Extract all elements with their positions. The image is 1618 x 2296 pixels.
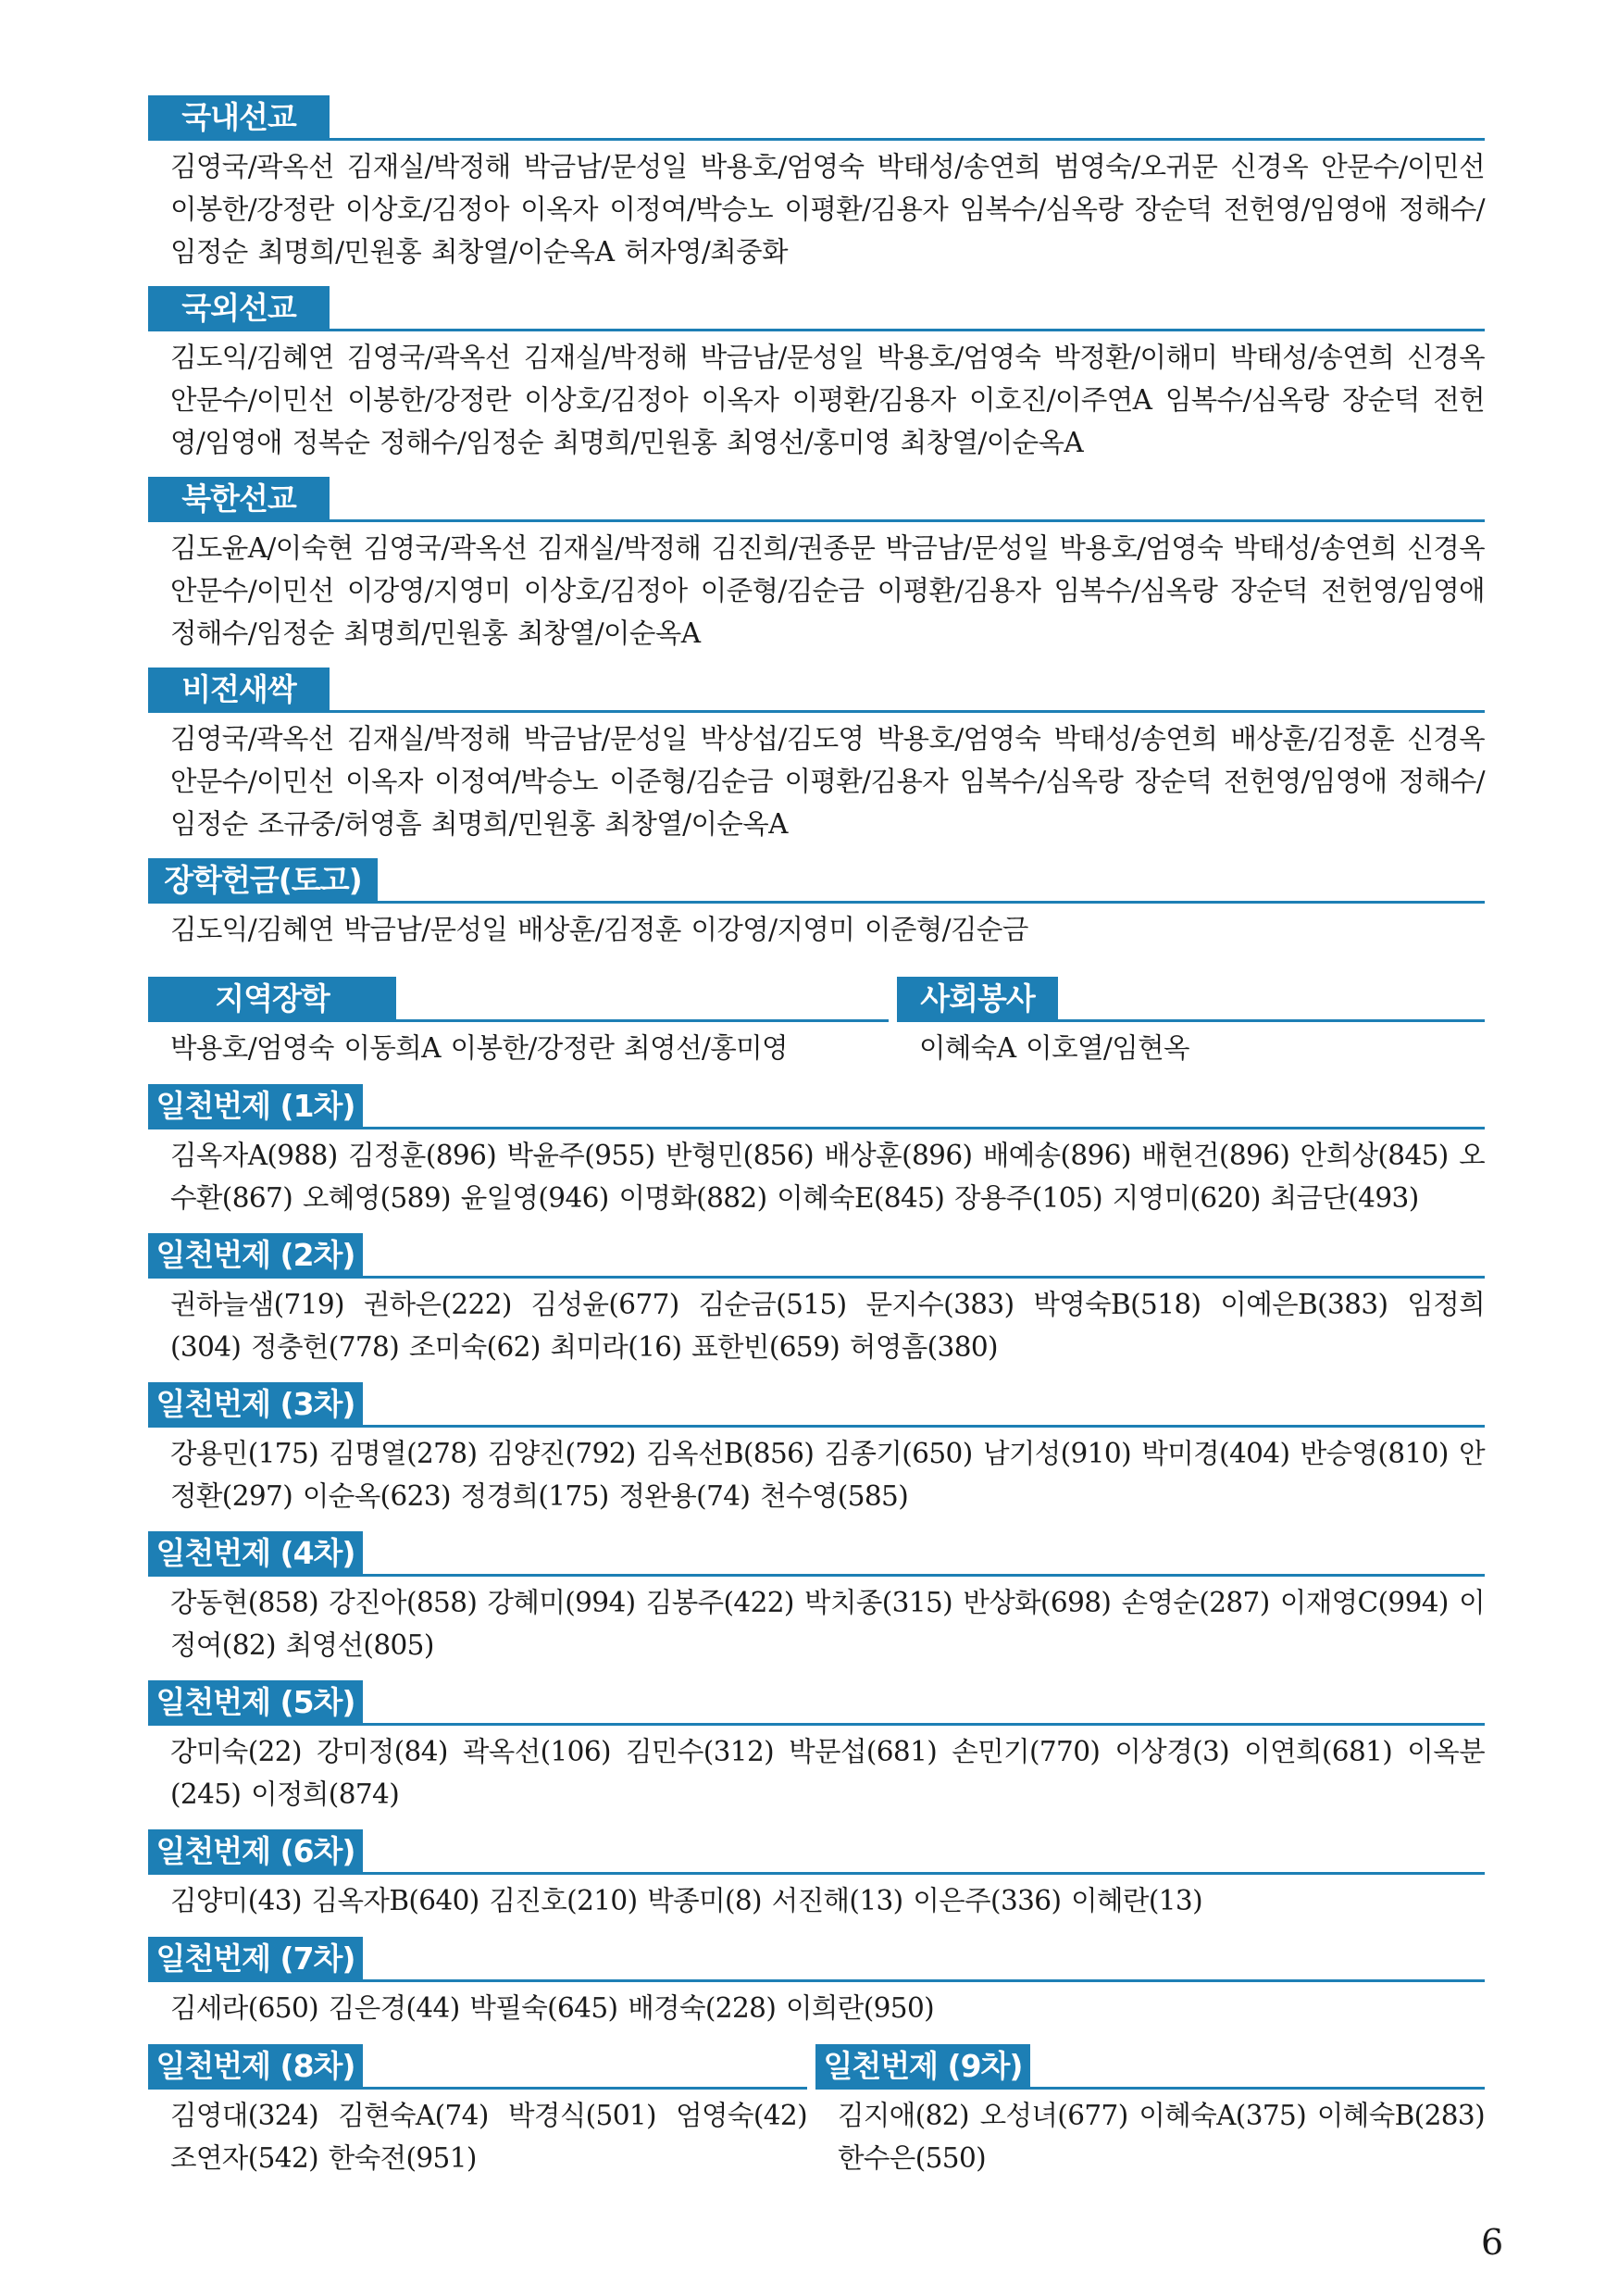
section-title: 일천번제 (3차) bbox=[148, 1382, 363, 1427]
section-body: 김옥자A(988) 김정훈(896) 박윤주(955) 반형민(856) 배상훈(896) 배예송(896) 배현건(896) 안희상(845) 오수환(867) 오혜영(589) 윤일영(946) 이명화(882) 이혜숙E(845) 장용주(105) 지영미(620) 최금단(493) bbox=[170, 1140, 1485, 1214]
section-rule bbox=[815, 2087, 1485, 2090]
section-body: 김영대(324) 김현숙A(74) 박경식(501) 엄영숙(42) 조연자(542) 한숙전(951) bbox=[170, 2100, 807, 2174]
section-social-service bbox=[897, 977, 1485, 1069]
section-rule bbox=[148, 1574, 1485, 1577]
section-rule bbox=[148, 710, 1485, 713]
section-title: 일천번제 (2차) bbox=[148, 1233, 363, 1278]
section-body: 박용호/엄영숙 이동희A 이봉한/강정란 최영선/홍미영 bbox=[170, 1032, 788, 1064]
section-title: 일천번제 (8차) bbox=[148, 2044, 363, 2089]
section-overseas-mission bbox=[148, 286, 1485, 464]
section-rule bbox=[148, 519, 1485, 522]
section-title: 북한선교 bbox=[148, 477, 330, 521]
section-body: 강미숙(22) 강미정(84) 곽옥선(106) 김민수(312) 박문섭(681) 손민기(770) 이상경(3) 이연희(681) 이옥분(245) 이정희(874) bbox=[170, 1736, 1485, 1810]
section-body: 김양미(43) 김옥자B(640) 김진호(210) 박종미(8) 서진해(13) 이은주(336) 이혜란(13) bbox=[170, 1885, 1203, 1916]
section-body: 강동현(858) 강진아(858) 강혜미(994) 김봉주(422) 박치종(315) 반상화(698) 손영순(287) 이재영C(994) 이정여(82) 최영선(805) bbox=[170, 1587, 1485, 1661]
section-body: 김도윤A/이숙현 김영국/곽옥선 김재실/박정해 김진희/권종문 박금남/문성일 박용호/엄영숙 박태성/송연희 신경옥 안문수/이민선 이강영/지영미 이상호/김정아 이준형/김순금 이평환/김용자 임복수/심옥랑 장순덕 전헌영/임영애 정해수/임정순 최명희/민원홍 최창열/이순옥A bbox=[170, 532, 1485, 649]
section-body: 권하늘샘(719) 권하은(222) 김성윤(677) 김순금(515) 문지수(383) 박영숙B(518) 이예은B(383) 임정희(304) 정충헌(778) 조미숙(62) 최미라(16) 표한빈(659) 허영흠(380) bbox=[170, 1289, 1485, 1363]
section-title: 일천번제 (9차) bbox=[815, 2044, 1030, 2089]
section-title: 일천번제 (5차) bbox=[148, 1680, 363, 1725]
section-rule bbox=[148, 1276, 1485, 1279]
section-rule bbox=[148, 1723, 1485, 1726]
section-title: 일천번제 (1차) bbox=[148, 1084, 363, 1129]
section-offering-5 bbox=[148, 1680, 1485, 1816]
section-scholarship-togo bbox=[148, 858, 1485, 951]
section-rule bbox=[897, 1019, 1485, 1022]
section-offering-8 bbox=[148, 2044, 807, 2179]
section-title: 장학헌금(토고) bbox=[148, 858, 378, 903]
section-title: 비전새싹 bbox=[148, 668, 330, 712]
section-rule bbox=[148, 1872, 1485, 1875]
section-offering-6 bbox=[148, 1829, 1485, 1922]
section-rule bbox=[148, 1127, 1485, 1129]
page-number: 6 bbox=[1481, 2222, 1504, 2263]
section-offering-1 bbox=[148, 1084, 1485, 1219]
section-north-korea-mission bbox=[148, 477, 1485, 655]
section-rule bbox=[148, 329, 1485, 331]
section-rule bbox=[148, 1979, 1485, 1982]
section-rule bbox=[148, 901, 1485, 904]
section-offering-4 bbox=[148, 1531, 1485, 1666]
section-body: 김영국/곽옥선 김재실/박정해 박금남/문성일 박용호/엄영숙 박태성/송연희 범영숙/오귀문 신경옥 안문수/이민선 이봉한/강정란 이상호/김정아 이옥자 이정여/박승노 이평환/김용자 임복수/심옥랑 장순덕 전헌영/임영애 정해수/임정순 최명희/민원홍 최창열/이순옥A 허자영/최중화 bbox=[170, 151, 1485, 268]
section-title: 지역장학 bbox=[148, 977, 396, 1021]
section-title: 사회봉사 bbox=[897, 977, 1058, 1021]
section-title: 국외선교 bbox=[148, 286, 330, 331]
section-rule bbox=[148, 1019, 889, 1022]
section-body: 김지애(82) 오성녀(677) 이혜숙A(375) 이혜숙B(283) 한수은(550) bbox=[838, 2100, 1485, 2174]
section-rule bbox=[148, 2087, 807, 2090]
section-offering-3 bbox=[148, 1382, 1485, 1517]
section-regional-scholarship bbox=[148, 977, 889, 1069]
section-body: 김도익/김혜연 박금남/문성일 배상훈/김정훈 이강영/지영미 이준형/김순금 bbox=[170, 914, 1028, 945]
section-body: 김세라(650) 김은경(44) 박필숙(645) 배경숙(228) 이희란(950) bbox=[170, 1992, 935, 2024]
section-title: 일천번제 (6차) bbox=[148, 1829, 363, 1874]
section-offering-9 bbox=[815, 2044, 1485, 2179]
section-body: 강용민(175) 김명열(278) 김양진(792) 김옥선B(856) 김종기(650) 남기성(910) 박미경(404) 반승영(810) 안정환(297) 이순옥(623) 정경희(175) 정완용(74) 천수영(585) bbox=[170, 1438, 1485, 1512]
section-title: 일천번제 (7차) bbox=[148, 1937, 363, 1981]
section-body: 김영국/곽옥선 김재실/박정해 박금남/문성일 박상섭/김도영 박용호/엄영숙 박태성/송연희 배상훈/김정훈 신경옥 안문수/이민선 이옥자 이정여/박승노 이준형/김순금 이평환/김용자 임복수/심옥랑 장순덕 전헌영/임영애 정해수/임정순 조규중/허영흠 최명희/민원홍 최창열/이순옥A bbox=[170, 723, 1485, 840]
section-rule bbox=[148, 138, 1485, 141]
section-vision-sprout bbox=[148, 668, 1485, 845]
section-title: 일천번제 (4차) bbox=[148, 1531, 363, 1576]
section-title: 국내선교 bbox=[148, 95, 330, 140]
section-domestic-mission bbox=[148, 95, 1485, 273]
section-offering-2 bbox=[148, 1233, 1485, 1368]
section-rule bbox=[148, 1425, 1485, 1428]
section-body: 이혜숙A 이호열/임현옥 bbox=[919, 1032, 1189, 1064]
section-body: 김도익/김혜연 김영국/곽옥선 김재실/박정해 박금남/문성일 박용호/엄영숙 박정환/이해미 박태성/송연희 신경옥 안문수/이민선 이봉한/강정란 이상호/김정아 이옥자 이평환/김용자 이호진/이주연A 임복수/심옥랑 장순덕 전헌영/임영애 정복순 정해수/임정순 최명희/민원홍 최영선/홍미영 최창열/이순옥A bbox=[170, 342, 1485, 458]
section-offering-7 bbox=[148, 1937, 1485, 2029]
